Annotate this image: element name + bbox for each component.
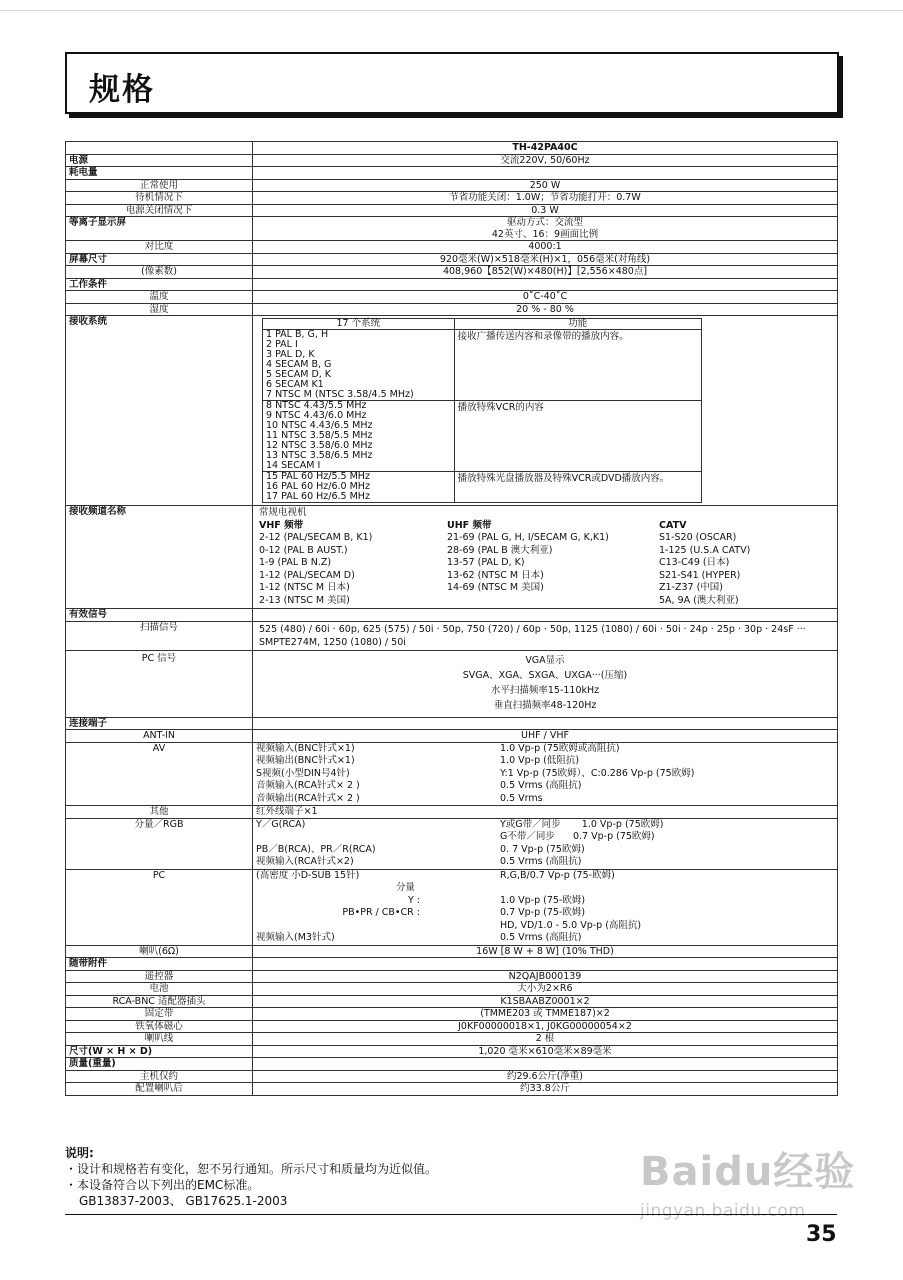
signals-label: 有效信号 <box>66 609 253 622</box>
battery-value: 大小为2×R6 <box>253 983 838 996</box>
vhf-column: VHF 频带 2-12 (PAL/SECAM B, K1) 0-12 (PAL B AUST.) 1-9 (PAL B N.Z) 1-12 (PAL/SECAM D) 1-12 (NTSC M 日本) 2-13 (NTSC M 美国) <box>259 520 447 608</box>
reception-col-function: 功能 <box>454 319 701 330</box>
dims-label: 尺寸(W × H × D) <box>66 1045 253 1058</box>
spec-table <box>65 141 838 1096</box>
screen-value: 920毫米(W)×518毫米(H)×1，056毫米(对角线) <box>253 253 838 266</box>
reception-function-2: 播放特殊VCR的内容 <box>454 401 701 472</box>
standby-value: 节省功能关闭：1.0W；节省功能打开：0.7W <box>253 192 838 205</box>
reception-group-3: 15 PAL 60 Hz/5.5 MHz 16 PAL 60 Hz/6.0 MHz 17 PAL 60 Hz/6.5 MHz <box>263 472 455 503</box>
band-value: (TMME203 或 TMME187)×2 <box>253 1008 838 1021</box>
reception-table <box>262 318 702 503</box>
contrast-label: 对比度 <box>66 241 253 254</box>
speaker-value: 16W [8 W + 8 W] (10% THD) <box>253 945 838 958</box>
standby-label: 待机情况下 <box>66 192 253 205</box>
main-mass-value: 约29.6公斤(净重) <box>253 1070 838 1083</box>
page-number: 35 <box>806 1222 837 1247</box>
screen-label: 屏幕尺寸 <box>66 253 253 266</box>
notes-line-2: ・本设备符合以下列出的EMC标准。 <box>65 1178 260 1192</box>
band-label: 固定带 <box>66 1008 253 1021</box>
bottom-rule <box>65 1214 837 1215</box>
speaker-label: 喇叭(6Ω) <box>66 945 253 958</box>
dims-value: 1,020 毫米×610毫米×89毫米 <box>253 1045 838 1058</box>
speakerwire-value: 2 根 <box>253 1033 838 1046</box>
off-label: 电源关闭情况下 <box>66 204 253 217</box>
ferrite-label: 铁氧体磁心 <box>66 1020 253 1033</box>
model-name: TH-42PA40C <box>253 142 838 155</box>
with-speaker-label: 配置喇叭后 <box>66 1083 253 1096</box>
vhf-title: VHF 频带 <box>259 519 304 531</box>
power-value: 交流220V, 50/60Hz <box>253 154 838 167</box>
av-grid: 视频输入(BNC针式×1) 视频输出(BNC针式×1) S视频(小型DIN号4针) 音频输入(RCA针式× 2 ) 音频输出(RCA针式× 2 ) 1.0 Vp-p (75欧姆或高阻抗) 1.0 Vp-p (低阻抗) Y:1 Vp-p (75欧姆）、C:0.286 Vp-p (75欧姆) 0.5 Vrms (高阻抗) 0.5 Vrms <box>256 742 695 804</box>
channels-grid <box>259 520 831 608</box>
reception-function-1: 接收广播传送内容和录像带的播放内容。 <box>454 330 701 401</box>
off-value: 0.3 W <box>253 204 838 217</box>
panel-value-2: 42英寸、16：9画面比例 <box>491 228 599 240</box>
terminals-label: 连接端子 <box>66 717 253 730</box>
other-value: 红外线端子×1 <box>253 806 838 819</box>
main-mass-label: 主机仅约 <box>66 1070 253 1083</box>
pc-signal-label: PC 信号 <box>66 650 253 717</box>
rca-value: K1SBAABZ0001×2 <box>253 995 838 1008</box>
rca-label: RCA-BNC 适配器插头 <box>66 995 253 1008</box>
normal-label: 正常使用 <box>66 179 253 192</box>
watermark-url: jingyan.baidu.com <box>640 1201 806 1221</box>
catv-title: CATV <box>659 519 687 531</box>
battery-label: 电池 <box>66 983 253 996</box>
consumption-label: 耗电量 <box>66 167 253 180</box>
antin-value: UHF / VHF <box>253 730 838 743</box>
pixels-value: 408,960【852(W)×480(H)】[2,556×480点] <box>253 266 838 279</box>
uhf-title: UHF 频带 <box>447 519 492 531</box>
component-label: 分量／RGB <box>66 818 253 869</box>
contrast-value: 4000:1 <box>253 241 838 254</box>
temp-value: 0˚C-40˚C <box>253 291 838 304</box>
reception-group-1: 1 PAL B, G, H 2 PAL I 3 PAL D, K 4 SECAM B, G 5 SECAM D, K 6 SECAM K1 7 NTSC M (NTSC 3.58/4.5 MHz) <box>263 330 455 401</box>
channels-heading: 常规电视机 <box>259 507 307 518</box>
normal-value: 250 W <box>253 179 838 192</box>
panel-label: 等离子显示屏 <box>66 217 253 241</box>
mass-label: 质量(重量) <box>66 1058 253 1071</box>
other-label: 其他 <box>66 806 253 819</box>
with-speaker-value: 约33.8公斤 <box>253 1083 838 1096</box>
reception-label: 接收系统 <box>66 316 253 506</box>
pc-signal-value: VGA显示 SVGA、XGA、SXGA、UXGA···(压缩) 水平扫描频率15-110kHz 垂直扫描频率48-120Hz <box>253 650 838 717</box>
pc-grid: (高密度 小D-SUB 15针) 分量 Y : PB•PR / CB•CR : 视频输入(M3针式) R,G,B/0.7 Vp-p (75-欧姆) 1.0 Vp-p (75-欧姆) 0.7 Vp-p (75-欧姆) HD, VD/1.0 - 5.0 Vp-p (高阻抗) 0.5 Vrms (高阻抗) <box>256 869 642 943</box>
temp-label: 温度 <box>66 291 253 304</box>
uhf-column: UHF 频带 21-69 (PAL G, H, I/SECAM G, K,K1) 28-69 (PAL B 澳大利亚) 13-57 (PAL D, K) 13-62 (NTSC M 日本) 14-69 (NTSC M 美国) <box>447 520 659 608</box>
remote-label: 遥控器 <box>66 970 253 983</box>
scan-value: 525 (480) / 60i · 60p, 625 (575) / 50i · 50p, 750 (720) / 60p · 50p, 1125 (1080) / 60i · 50i · 24p · 25p · 30p · 24sF ··· SMPTE274M, 1250 (1080) / 50i <box>253 621 838 650</box>
humidity-value: 20 % - 80 % <box>253 303 838 316</box>
ferrite-value: J0KF00000018×1, J0KG00000054×2 <box>253 1020 838 1033</box>
antin-label: ANT-IN <box>66 730 253 743</box>
notes-line-3: GB13837-2003、 GB17625.1-2003 <box>79 1194 288 1208</box>
remote-value: N2QAJB000139 <box>253 970 838 983</box>
watermark-logo: Baidu经验 <box>640 1149 856 1195</box>
operating-label: 工作条件 <box>66 278 253 291</box>
humidity-label: 湿度 <box>66 303 253 316</box>
reception-group-2: 8 NTSC 4.43/5.5 MHz 9 NTSC 4.43/6.0 MHz 10 NTSC 4.43/6.5 MHz 11 NTSC 3.58/5.5 MHz 12 NTSC 3.58/6.0 MHz 13 NTSC 3.58/6.5 MHz 14 SECAM I <box>263 401 455 472</box>
pixels-label: (像素数) <box>66 266 253 279</box>
title-box <box>65 52 839 114</box>
speakerwire-label: 喇叭线 <box>66 1033 253 1046</box>
power-label: 电源 <box>66 154 253 167</box>
panel-value-1: 驱动方式：交流型 <box>506 217 583 228</box>
scan-label: 扫描信号 <box>66 621 253 650</box>
pc-label: PC <box>66 869 253 945</box>
notes-title: 说明: <box>65 1146 94 1160</box>
component-grid: Y／G(RCA) PB／B(RCA)、PR／R(RCA) 视频输入(RCA针式×2) Y或G带／同步 1.0 Vp-p (75欧姆) G不带／同步 0.7 Vp-p (75欧姆) 0. 7 Vp-p (75欧姆) 0.5 Vrms (高阻抗) <box>256 818 664 867</box>
channels-label: 接收频道名称 <box>66 506 253 609</box>
page-title: 规格 <box>89 72 155 108</box>
reception-col-systems: 17 个系统 <box>263 319 455 330</box>
av-label: AV <box>66 742 253 806</box>
reception-function-3: 播放特殊光盘播放器及特殊VCR或DVD播放内容。 <box>454 472 701 503</box>
top-rule <box>0 10 903 11</box>
notes <box>65 1145 685 1209</box>
notes-line-1: ・设计和规格若有变化，恕不另行通知。所示尺寸和质量均为近似值。 <box>65 1162 438 1176</box>
accessories-label: 随带附件 <box>66 958 253 971</box>
catv-column: CATV S1-S20 (OSCAR) 1-125 (U.S.A CATV) C13-C49 (日本) S21-S41 (HYPER) Z1-Z37 (中国) 5A, 9A (澳大利亚) <box>659 520 819 608</box>
